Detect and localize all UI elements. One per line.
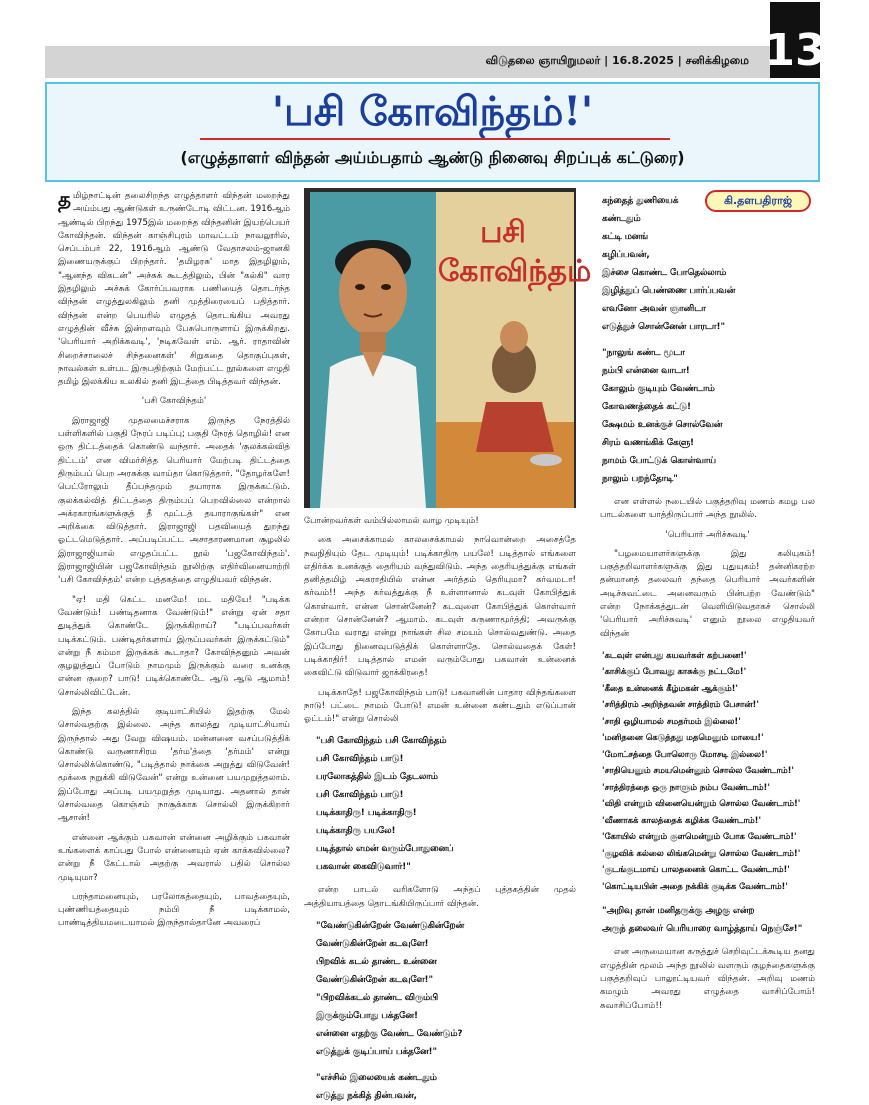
slogan-line: 'வீணாகக் காலத்தைக் கழிக்க வேண்டாம்!' bbox=[602, 814, 762, 825]
poem-line: எடுத்துக் குடிப்பாய் பக்தனே!" bbox=[316, 1047, 438, 1058]
slogan-line: 'காசிக்குப் போவது காசுக்கு நட்டமே!' bbox=[602, 666, 747, 677]
poem-block bbox=[602, 344, 815, 488]
poem-line: "பசி கோவிந்தம் பசி கோவிந்தம் bbox=[316, 736, 447, 747]
poem-line: வேண்டுகின்றேன் கடவுளே!" bbox=[316, 975, 434, 986]
poem-block bbox=[316, 917, 576, 1061]
slogan-list bbox=[602, 647, 815, 895]
slogan-line: 'கீதை உன்னைக் கீழ்மகன் ஆக்கும்!' bbox=[602, 682, 738, 693]
poem-line: இழித்துப் பெண்ணை பார்ப்பவன் bbox=[602, 286, 736, 296]
poem-line: அருந் தலைவர் பெரியாரை வாழ்த்தாய் நெஞ்சே!" bbox=[602, 924, 803, 935]
intro-paragraph bbox=[58, 187, 290, 389]
poem-line: பிறவிக் கடல் தாண்ட உன்னை bbox=[316, 957, 437, 968]
author-portrait-image bbox=[310, 192, 436, 508]
slogan-line: 'கடவுள் என்பது கயவர்கள் கற்பனை!' bbox=[602, 649, 747, 660]
slogan-line: 'குடங்குடமாய் பாலதனைக் கொட்ட வேண்டாம்!' bbox=[602, 864, 790, 875]
column-1 bbox=[58, 187, 290, 990]
slogan-line: 'சரித்திரம் அறிந்தவன் சாத்திரம் பேசான்!' bbox=[602, 699, 759, 710]
author-byline: கி.தளபதிராஜ் bbox=[705, 190, 811, 212]
poem-line: படிக்காதிரு பயலே! bbox=[316, 826, 396, 837]
poem-line: "வேண்டுகின்றேன் வேண்டுகின்றேன் bbox=[316, 921, 465, 932]
article-subtitle: (எழுத்தாளர் விந்தன் அய்ம்பதாம் ஆண்டு நினைவு சிறப்புக் கட்டுரை) bbox=[180, 148, 685, 167]
poem-block bbox=[316, 1069, 576, 1105]
poem-line: க்ஷேமம் உனக்குச் சொல்வேன் bbox=[602, 420, 723, 430]
header-dateline: விடுதலை ஞாயிறுமலர் | 16.8.2025 | சனிக்கிழமை bbox=[485, 54, 749, 67]
poem-line: நம்பி என்னை வாடா! bbox=[602, 366, 690, 376]
poem-line: என்னை எதற்கு வேண்ட வேண்டும்? bbox=[316, 1029, 463, 1040]
poem-line: பரலோகத்தில் இடம் தேடலாம் bbox=[316, 772, 438, 783]
poem-line: "எச்சில் இலையைக் கண்டதும் bbox=[316, 1073, 437, 1084]
poem-line: சிரம் வணங்கிக் கேளு! bbox=[602, 438, 695, 448]
intro-text: மிழ்நாட்டின் தலைசிறந்த எழுத்தாளர் விந்தன் மறைந்து அய்ம்பது ஆண்டுகள் உருண்டோடி விட்டன. 1916ஆம் ஆண்டில் பிறந்து 1975இல் மறைந்த விந்தனின் இயற்பெயர் கோவிந்தன். விந்தன் காஞ்சிபுரம் மாவட்டம் நாவலூரில், செப்டம்பர் 22, 1916ஆம் ஆண்டு வேதாசலம்-ஜானகி இணையருக்குப் பிறந்தார். 'தமிழரசு' மாத இதழிலும், "ஆனந்த விகடன்" அச்சுக் கூடத்திலும், பின் "கல்கி" வார இதழிலும் அச்சுக் கோர்ப்பவராக பணியைத் தொடர்ந்த விந்தன் எழுத்துலகிலும் தனி முத்திரையைப் பதித்தார். விந்தன் என்ற பெயரில் எழுதத் தொடங்கிய அவரது எழுத்தின் வீச்சு இன்றளவும் பேசுபொருளாய் இருக்கிறது. 'பெரியார் அறிக்கவடி', 'நடிகவேள் எம். ஆர். ராதாவின் சிறைச்சாலைச் சிந்தனைகள்' சிறுகதை தொகுப்புகள், நாவல்கள் உள்பட இருபதிற்கும் மேற்பட்ட நூல்களை எழுதி தமிழ் இலக்கிய உலகில் தனி இடத்தை பிடித்தவர் விந்தன். bbox=[58, 191, 290, 388]
slogan-line: 'மனிதனை கெடுத்தது மதமெனும் மாயை!' bbox=[602, 732, 764, 743]
column-2 bbox=[304, 515, 576, 1102]
poem-line: "பிறவிக்கடல் தாண்ட விரும்பி bbox=[316, 993, 439, 1004]
closing-paragraph: என அருமையான கருத்துச் செறிவுட்டக்கூடிய தனது எழுத்தின் மூலம் அந்த நூலில் வளரும் குழந்தைகளுக்கு பகுத்தறிவுப் பாலூட்டியவர் விந்தன். அறிவு மணம் கமழும் அவரது எழுத்தை வாசிப்போம்! சுவாசிப்போம்!! bbox=[600, 947, 815, 1011]
poem-line: எடுத்து நக்கித் தின்பவன், bbox=[316, 1091, 417, 1102]
title-underline bbox=[200, 138, 670, 140]
slogan-line: 'சாதி ஒழியாமல் சமதர்மம் இல்லை!' bbox=[602, 715, 741, 726]
poem-block bbox=[602, 192, 815, 336]
portrait-illustration bbox=[310, 192, 436, 508]
body-paragraph: என்ற பாடல் வரிகளோடு அந்தப் புத்தகத்தின் முதல் அத்தியாயத்தை தொடங்கியிருப்பார் விந்தன். bbox=[304, 885, 576, 909]
body-paragraph: கை அசைக்காமல் காலசைக்காமல் நாவொன்றை அசைத்தே நவநிதியும் தேட முடியும்! படிக்காதிரு பயலே! படித்தால் எங்களை எதிர்க்க உனக்குத் தைரியம் வந்துவிடும். அந்த தைரியத்துக்கு எங்கள் தனித்தமிழ் அகராதியில் என்ன அர்த்தம் தெரியுமா? கர்வமடா! கர்வம்!! அந்த கர்வத்துக்கு நீ உள்ளானால் கடவுள் கோபித்துக் கொள்வார். என்ன சொன்னேன்? கடவுளை கோபித்துக் கொள்வார் என்றா சொன்னேன்? ஆமாம். கடவுள் கருணாமூர்த்தி; அவருக்கு கோபமே வராது என்று நாங்கள் சில சமயம் சொல்வதுண்டு. அதை இப்போது நினைவுபடுத்திக் கொள்ளாதே. சொல்வதைக் கேள்! படிக்காதிர்! படித்தால் எமன் வரும்போது பகவான் உன்னைக் கைவிட்டு விடுவார் ஜாக்கிரதை! bbox=[304, 535, 576, 679]
book-cover-title: பசி கோவிந்தம் bbox=[438, 215, 592, 289]
poem-line: எடுத்துச் சொன்னேன் பாரடா!" bbox=[602, 322, 726, 332]
poem-line: நாலும் பறந்தோடி" bbox=[602, 474, 678, 484]
poem-line: பசி கோவிந்தம் பாடு! bbox=[316, 790, 404, 801]
poem-line: படிக்காதிரு! படிக்காதிரு! bbox=[316, 808, 417, 819]
body-paragraph: இந்த கலத்தில் குடியாட்சியில் இதற்கு மேல் சொல்வதற்கு இல்லை. அந்த காலத்து முடியாட்சியாய் இருந்தால் அது வேறு விஷயம். மன்னனை வசப்படுத்திக் கொண்டு வருணாசிரம 'தர்ம'த்தை 'தர்மம்' என்று சொல்லிக்கொண்டு, "படித்தால் நாக்கை அறுத்து விடுவேன்! மூக்கை நறுக்கி விடுவேன்" என்று உன்னை பயமுறுத்தலாம். இப்போது அப்படி பயமுறுத்த முடியாது. அதனால் தான் சொல்வதை கொஞ்சம் நாசூக்காக சொல்லி இருக்கிறார் ஆசான்! bbox=[58, 706, 290, 824]
page-number: 13 bbox=[770, 2, 820, 78]
poem-line: "நாலுங் கண்ட மூடா bbox=[602, 348, 685, 358]
poem-line: கந்தைத் துணியைக் bbox=[602, 196, 679, 206]
body-paragraph: என எள்ளல் நடையில் பகுத்தறிவு மணம் கமழ பல பாடல்களை யாத்திருப்பார் அந்த நூலில். bbox=[600, 497, 815, 521]
slogan-line: 'கோயில் என்றும் குளமென்றும் போக வேண்டாம்!' bbox=[602, 831, 797, 842]
slogan-line: 'மோட்சத்தை போலொரு மோசடி இல்லை!' bbox=[602, 748, 768, 759]
poem-line: பசி கோவிந்தம் பாடு! bbox=[316, 754, 404, 765]
slogan-line: 'கொட்டியபின் அதை நக்கிக் குடிக்க வேண்டாம்!' bbox=[602, 880, 788, 891]
body-paragraph: என்னை ஆக்கும் பகவான் என்னை அழிக்கும் பகவான் உங்களைக் காப்பது போல் என்னையும் ஏன் காக்கவில்லை? என்று நீ கேட்டால் அதற்கு அவரால் பதில் சொல்ல முடியுமா? bbox=[58, 832, 290, 883]
drop-cap: த bbox=[58, 187, 72, 211]
poem-line: பகவான் கைவிடுவார்!" bbox=[316, 862, 411, 873]
slogan-line: 'குழவிக் கல்லை லிங்கமென்று சொல்ல வேண்டாம்!' bbox=[602, 847, 801, 858]
body-paragraph: இராஜாஜி முதலமைச்சராக இருந்த நேரத்தில் பள்ளிகளில் பகுதி நேரப் படிப்பு; பகுதி நேரத் தொழில்! என ஒரு திட்டத்தைக் கொண்டு வந்தார். அதைக் 'குலக்கல்வித் திட்டம்' என விமர்சித்த பெரியார் மேற்படி திட்டத்தை திரும்பப் பெற அரசுக்கு வாய்தா கொடுத்தார். "தோழர்களே! பெட்ரோலும் தீப்பந்தமும் தயாராக இருக்கட்டும். குலக்கல்வித் திட்டத்தை திரும்பப் பெறவில்லை என்றால் அக்ரகாரங்களுக்குத் தீ மூட்டத் தயாராகுங்கள்" என அறிக்கை விடுத்தார். இராஜாஜி பதவியைத் துறந்து ஓட்டமெடுத்தார். அப்படிப்பட்ட அசாதாரணமான சூழலில் இராஜாஜியால் எழுதப்பட்ட நூல் 'பஜகோவிந்தம்'. இராஜாஜியின் பஜகோவிந்தம் நூலிற்கு எதிர்வினையாற்றி 'பசி கோவிந்தம்' என்ற புத்தகத்தை எழுதியவர் விந்தன். bbox=[58, 415, 290, 586]
slogan-line: 'சாதியெனும் சமயமென்னும் சொல்ல வேண்டாம்!' bbox=[602, 765, 794, 776]
body-paragraph: பரந்தாமனையும், பரலோகத்தையும், பாவத்தையும், புண்ணியத்தையும் நம்பி நீ படிக்காமல், பாண்டித்தியமடையாமல் இருந்தால்தானே அவரைப் bbox=[58, 891, 290, 929]
poem-line: கட்டி மனங் bbox=[602, 232, 649, 242]
column-3 bbox=[600, 190, 815, 1011]
poem-line: கண்டதும் bbox=[602, 214, 641, 224]
poem-line: "அறிவு தான் மனிதருக்கு அழகு என்ற bbox=[602, 906, 755, 917]
body-paragraph: "பழமையாளர்களுக்கு இது கலியுகம்! பகுத்தறிவாளர்களுக்கு இது புதுயுகம்! தன்னிகரற்ற தன்மானத் தலைவர் தந்தை பெரியார் அவர்களின் அடிச்சுவட்டை அனைவரும் பின்பற்ற வேண்டும்" என்ற நோக்கத்துடன் வெளியிடுவதாகச் சொல்லி 'பெரியார் அரிச்சுவடி' எனும் நூலை எழுதியவர் விந்தன் bbox=[600, 548, 815, 639]
poem-line: கோலும் குடியும் வேண்டாம் bbox=[602, 384, 715, 394]
body-paragraph: போன்றவர்கள் வம்பில்லாமல் வாழ முடியும்! bbox=[304, 516, 479, 526]
body-paragraph: "ஏ! மதி கெட்ட மனமே! மட மதியே! "படிக்க வேண்டும்! பண்டிதனாக வேண்டும்!" என்று ஏன் சதா துடித்துக் கொண்டே இருக்கிறாய்? "படிப்பவர்கள் படிக்கட்டும். பண்டிதர்களாய் இருப்பவர்கள் இருக்கட்டும்" என்று நீ கம்மா இருக்கக் கூடாதா? கோவிந்தனும் அவன் குழலுத்துப் போடும் நாமமும் இருக்கும் வரை உனக்கு என்ன குறை? பாடு! படிக்கொண்டே ஆடு ஆடு ஆமாம்! சொல்லிவிட்டேன். bbox=[58, 594, 290, 698]
section-heading: 'பெரியார் அரிச்சுவடி' bbox=[665, 529, 750, 540]
poem-block bbox=[316, 732, 576, 876]
slogan-line: 'சாத்திரத்தை ஒரு நாளும் நம்ப வேண்டாம்!' bbox=[602, 781, 770, 792]
poem-line: கோவணத்தைக் கட்டு! bbox=[602, 402, 692, 412]
poem-block bbox=[602, 902, 815, 938]
body-paragraph: படிக்காதே! பஜகோவிந்தம் பாடு! பகவானின் பாதார விந்தங்களை நாடு! பட்டை நாமம் போடு! எமன் உன்னை கண்டதும் எடுப்பான் ஓட்டம்!" என்று சொல்லி bbox=[304, 687, 576, 725]
section-heading: 'பசி கோவிந்தம்' bbox=[141, 396, 207, 407]
poem-line: இருக்கும்போது பக்தனே! bbox=[316, 1011, 418, 1022]
poem-line: கழிப்பவன், bbox=[602, 250, 650, 260]
poem-line: நாமம் போட்டுக் கொள்வாய் bbox=[602, 456, 716, 466]
slogan-line: 'விதி என்றும் வினையென்றும் சொல்ல வேண்டாம்!' bbox=[602, 798, 801, 809]
poem-line: வேண்டுகின்றேன் கடவுளே! bbox=[316, 939, 429, 950]
poem-line: எவனோ அவன் ஞானிடா bbox=[602, 304, 706, 314]
poem-line: படித்தால் எமன் வரும்போதுனைப் bbox=[316, 844, 454, 855]
poem-line: இச்சை கொண்ட போதெல்லாம் bbox=[602, 268, 727, 278]
article-title: 'பசி கோவிந்தம்!' bbox=[271, 88, 594, 135]
